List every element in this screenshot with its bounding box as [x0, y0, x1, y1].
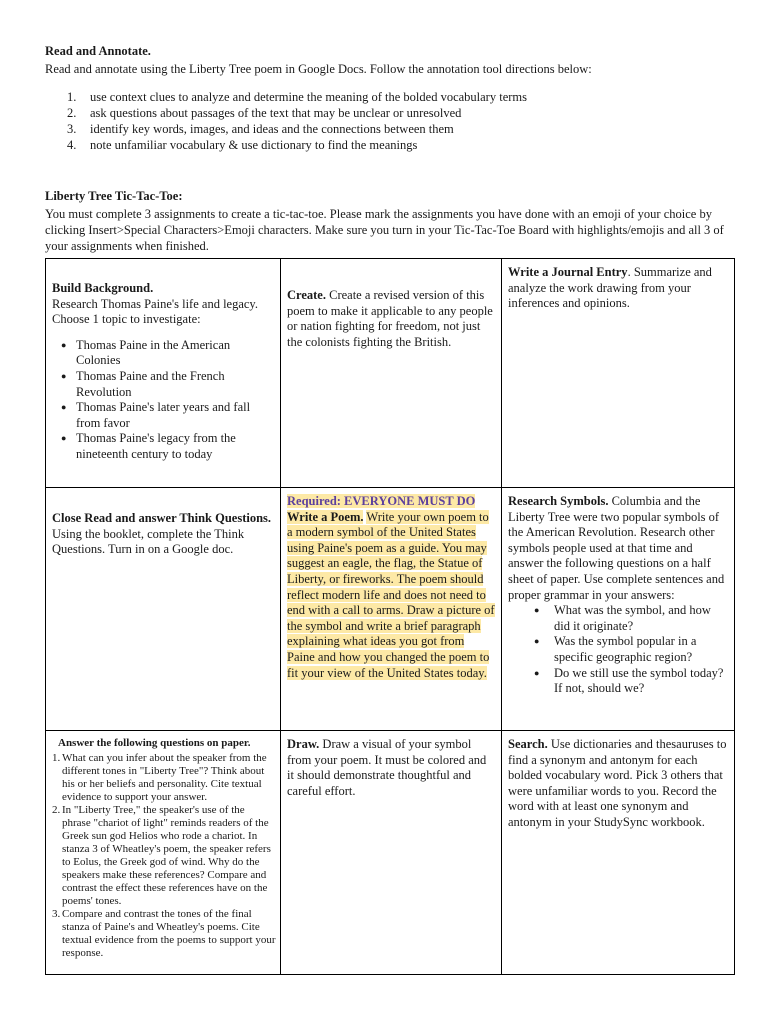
required-label: Required: EVERYONE MUST DO: [287, 494, 476, 508]
board-cell-research-symbols[interactable]: [502, 488, 735, 731]
question-number: 3.: [52, 908, 61, 920]
symbol-question: ● Do we still use the symbol today? If not, should we?: [508, 666, 728, 697]
direction-number: 1.: [67, 90, 77, 104]
cell-text: Research Thomas Paine's life and legacy. Choose 1 topic to investigate:: [52, 296, 258, 327]
paper-question: [52, 752, 276, 804]
question-text: What can you infer about the speaker from the different tones in "Liberty Tree"? Think about his or her beliefs and personality. Cite textual evidence to support your answer.: [62, 752, 267, 803]
direction-number: 2.: [67, 106, 77, 120]
tic-tac-toe-board: [45, 258, 735, 975]
board-cell-search[interactable]: [502, 731, 735, 975]
symbol-question-list: [508, 603, 728, 697]
question-text: Compare and contrast the tones of the final stanza of Paine's and Wheatley's poems. Cite textual evidence from the poems to support your response.: [62, 908, 276, 959]
question-number: 2.: [52, 804, 61, 816]
direction-text: ask questions about passages of the text that may be unclear or unresolved: [90, 106, 462, 120]
section-heading-read-annotate: Read and Annotate.: [45, 44, 151, 58]
symbol-question: ● What was the symbol, and how did it originate?: [508, 603, 728, 634]
direction-number: 4.: [67, 138, 77, 152]
question-number: 1.: [52, 752, 61, 764]
board-cell-write-poem[interactable]: [281, 488, 502, 731]
direction-item: [45, 105, 527, 121]
board-cell-paper-questions[interactable]: [46, 731, 281, 975]
cell-title: Write a Journal Entry: [508, 265, 628, 279]
cell-title: Build Background.: [52, 281, 154, 295]
paper-question: [52, 908, 276, 960]
section-intro-read-annotate: Read and annotate using the Liberty Tree poem in Google Docs. Follow the annotation tool directions below:: [45, 62, 592, 76]
symbol-question: ● Was the symbol popular in a specific geographic region?: [508, 634, 728, 665]
cell-text: Draw a visual of your symbol from your poem. It must be colored and it should demonstrate thoughtful and careful effort.: [287, 737, 487, 798]
direction-text: use context clues to analyze and determine the meaning of the bolded vocabulary terms: [90, 90, 527, 104]
cell-text: Using the booklet, complete the Think Questions. Turn in on a Google doc.: [52, 526, 245, 557]
direction-item: [45, 137, 527, 153]
cell-title: Search.: [508, 737, 548, 751]
topic-item: ● Thomas Paine's later years and fall from favor: [52, 400, 274, 431]
section-heading-tic-tac-toe: Liberty Tree Tic-Tac-Toe:: [45, 189, 183, 203]
cell-title: Answer the following questions on paper.: [58, 737, 251, 749]
board-cell-draw[interactable]: [281, 731, 502, 975]
topic-item: ● Thomas Paine in the American Colonies: [52, 338, 274, 369]
cell-title: Research Symbols.: [508, 494, 609, 508]
cell-text: Columbia and the Liberty Tree were two popular symbols of the American Revolution. Research other symbols people used at that time and answer the following questions on a half sheet of paper. Use complete sentences and proper grammar in your answers:: [508, 494, 725, 602]
direction-number: 3.: [67, 122, 77, 136]
cell-title: Create.: [287, 288, 326, 302]
question-text: In "Liberty Tree," the speaker's use of the phrase "chariot of light" reminds readers of the Greek sun god Helios who rode a chariot. In stanza 3 of Wheatley's poem, the speaker refers to Eolus, the Greek god of wind. Why do the speakers make these references? Compare and contrast the effect these references have on the poems' tones.: [62, 804, 271, 907]
cell-title: Close Read and answer Think Questions.: [52, 511, 272, 525]
direction-item: [45, 89, 527, 105]
direction-text: note unfamiliar vocabulary & use dictionary to find the meanings: [90, 138, 418, 152]
cell-text: Create a revised version of this poem to make it applicable to any people or nation fighting for freedom, not just the colonists fighting the British.: [287, 288, 493, 349]
topic-item: ● Thomas Paine's legacy from the nineteenth century to today: [52, 431, 274, 462]
board-cell-journal[interactable]: [502, 259, 735, 488]
board-cell-close-read[interactable]: [46, 488, 281, 731]
paper-question: [52, 804, 276, 908]
cell-text: . Summarize and analyze the work drawing from your inferences and opinions.: [508, 265, 712, 311]
paper-question-list: [52, 752, 276, 960]
cell-title: Draw.: [287, 737, 320, 751]
topic-item: ● Thomas Paine and the French Revolution: [52, 369, 274, 400]
direction-text: identify key words, images, and ideas and the connections between them: [90, 122, 454, 136]
topic-list: [52, 338, 274, 463]
cell-text: Use dictionaries and thesauruses to find a synonym and antonym for each bolded vocabulary word. Pick 3 others that were unfamiliar words to you. Record the word with at least one synonym and antonym in your StudySync workbook.: [508, 737, 727, 829]
board-cell-create[interactable]: [281, 259, 502, 488]
board-cell-build-background[interactable]: [46, 259, 281, 488]
section-intro-tic-tac-toe: You must complete 3 assignments to create a tic-tac-toe. Please mark the assignments you have done with an emoji of your choice by clicking Insert>Special Characters>Emoji characters. Make sure you turn in your Tic-Tac-Toe Board with highlights/emojis and all 3 of your assignments when finished.: [45, 207, 724, 253]
cell-title: Write a Poem.: [287, 509, 364, 524]
direction-item: [45, 121, 527, 137]
cell-text: Write your own poem to a modern symbol of the United States using Paine's poem as a guide. You may suggest an eagle, the flag, the Statue of Liberty, or fireworks. The poem should reflect modern life and does not need to end with a call to arms. Draw a picture of the symbol and write a brief paragraph explaining what ideas you got from Paine and how you changed the poem to fit your view of the United States today.: [287, 509, 495, 680]
annotation-directions-list: [45, 89, 527, 153]
